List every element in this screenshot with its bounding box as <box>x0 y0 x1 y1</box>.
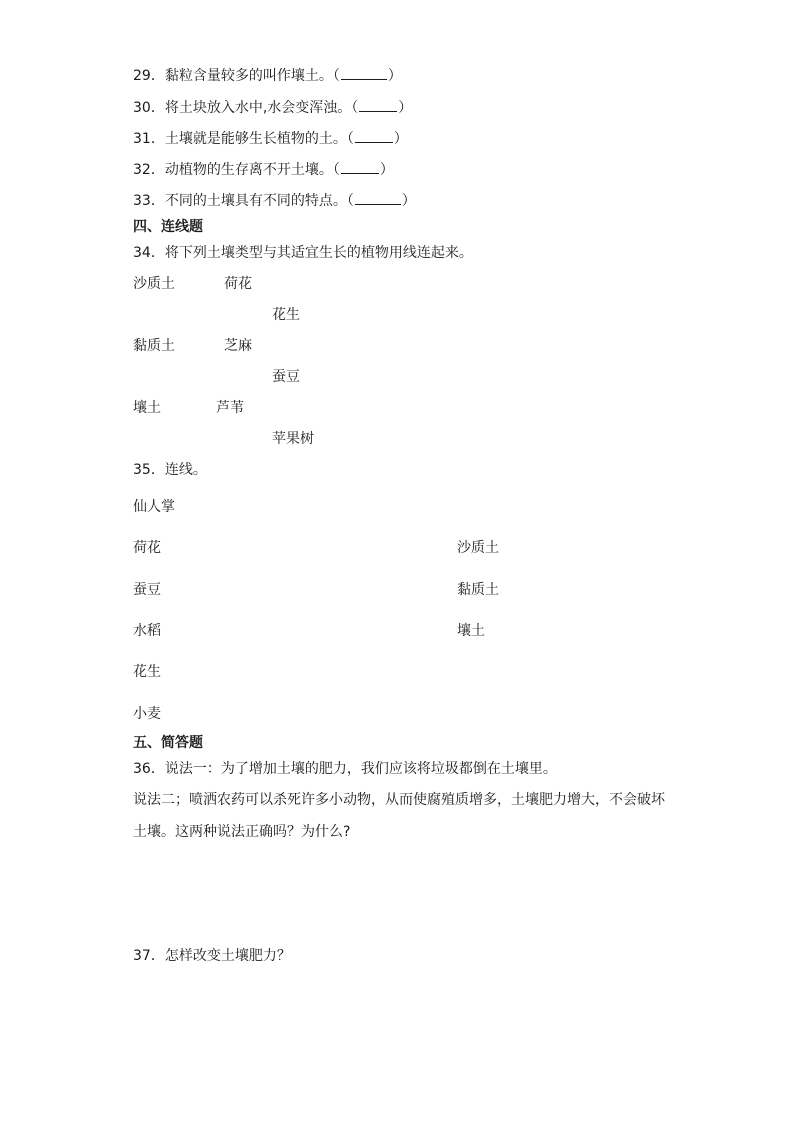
q34-plant-apple-tree[interactable]: 苹果树 <box>272 431 314 447</box>
q35-soil-clay[interactable]: 黏质土 <box>457 582 499 598</box>
q34-plant-peanut[interactable]: 花生 <box>272 307 300 323</box>
question-34-prompt: 34．将下列土壤类型与其适宜生长的植物用线连起来。 <box>133 245 473 261</box>
q35-plant-peanut[interactable]: 花生 <box>133 664 161 680</box>
question-32-text: 32．动植物的生存离不开土壤。（ <box>133 162 340 178</box>
q35-plant-broad-bean[interactable]: 蚕豆 <box>133 582 161 598</box>
q34-soil-loam[interactable]: 壤土 <box>133 400 161 416</box>
question-35-prompt: 35．连线。 <box>133 462 207 478</box>
answer-blank-31[interactable] <box>355 128 393 143</box>
q35-soil-sandy[interactable]: 沙质土 <box>457 540 499 556</box>
q34-plant-reed[interactable]: 芦苇 <box>216 400 244 416</box>
q35-soil-loam[interactable]: 壤土 <box>457 623 485 639</box>
q35-plant-cactus[interactable]: 仙人掌 <box>133 499 175 515</box>
answer-blank-33[interactable] <box>355 190 401 205</box>
question-29-text: 29．黏粒含量较多的叫作壤土。（ <box>133 68 340 84</box>
section-heading-matching: 四、连线题 <box>133 219 203 235</box>
q34-plant-sesame[interactable]: 芝麻 <box>224 338 252 354</box>
answer-blank-29[interactable] <box>341 65 387 80</box>
q34-plant-broad-bean[interactable]: 蚕豆 <box>272 369 300 385</box>
answer-blank-30[interactable] <box>359 97 397 112</box>
question-30: 30．将土块放入水中,水会变浑浊。（ ） <box>133 97 412 118</box>
question-37-prompt: 37．怎样改变土壤肥力？ <box>133 948 291 964</box>
question-29: 29．黏粒含量较多的叫作壤土。（ ） <box>133 65 402 86</box>
question-33-text: 33．不同的土壤具有不同的特点。（ <box>133 193 354 209</box>
answer-blank-32[interactable] <box>341 159 379 174</box>
q35-plant-lotus[interactable]: 荷花 <box>133 540 161 556</box>
question-36-line1: 36．说法一：为了增加土壤的肥力，我们应该将垃圾都倒在土壤里。 <box>133 761 557 777</box>
question-36-line2: 说法二；喷洒农药可以杀死许多小动物，从而使腐殖质增多，土壤肥力增大，不会破坏 <box>133 792 665 808</box>
q35-plant-rice[interactable]: 水稻 <box>133 623 161 639</box>
question-31: 31．土壤就是能够生长植物的土。（ ） <box>133 128 408 149</box>
q34-soil-clay[interactable]: 黏质土 <box>133 338 175 354</box>
question-30-text: 30．将土块放入水中,水会变浑浊。（ <box>133 100 359 116</box>
question-31-text: 31．土壤就是能够生长植物的土。（ <box>133 131 354 147</box>
question-33: 33．不同的土壤具有不同的特点。（ ） <box>133 190 416 211</box>
q35-plant-wheat[interactable]: 小麦 <box>133 706 161 722</box>
section-heading-short-answer: 五、简答题 <box>133 735 203 751</box>
question-36-line3: 土壤。这两种说法正确吗？为什么? <box>133 824 351 840</box>
q34-soil-sandy[interactable]: 沙质土 <box>133 276 175 292</box>
q34-plant-lotus[interactable]: 荷花 <box>224 276 252 292</box>
question-32: 32．动植物的生存离不开土壤。（ ） <box>133 159 394 180</box>
